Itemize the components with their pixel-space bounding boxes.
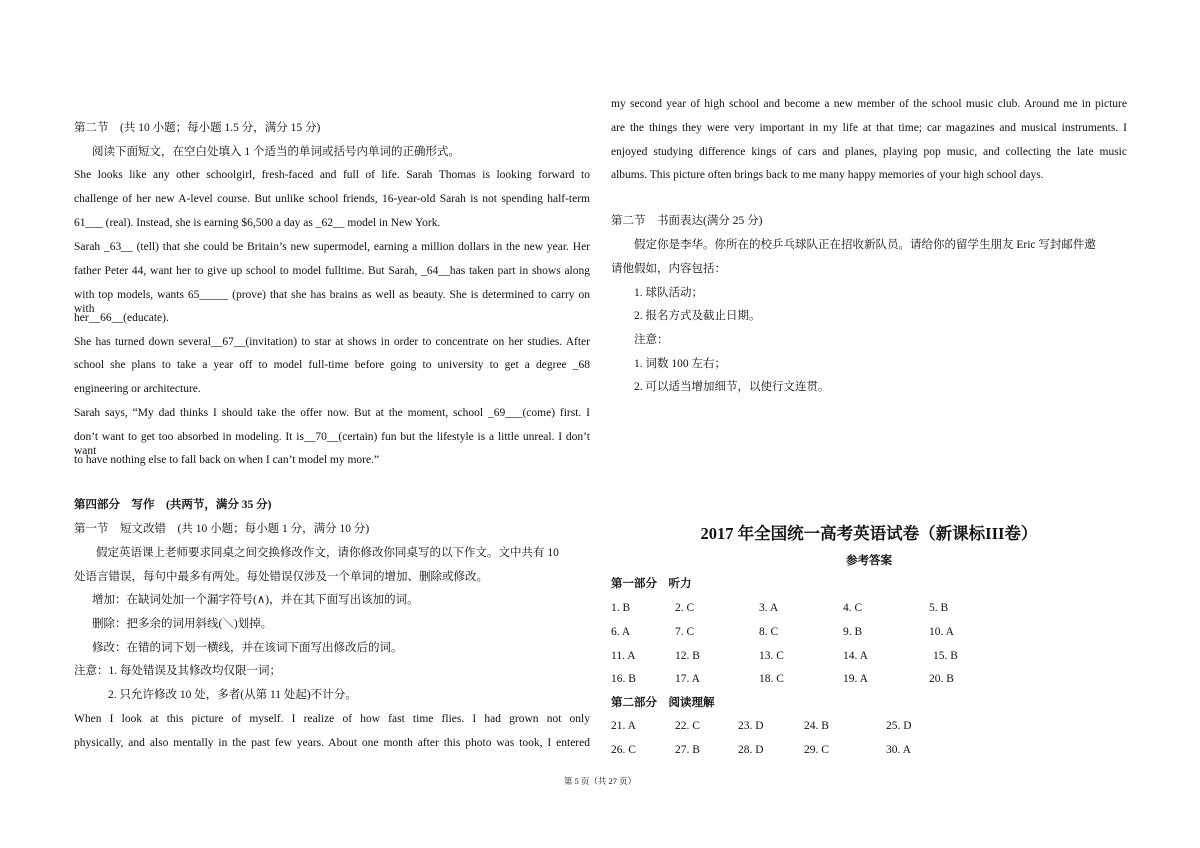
passage-line: She has turned down several__67__(invitation) to star at shows in order to concentrate on her studies. After [74,336,590,348]
answer-item: 12. B [675,650,700,662]
writing-task-line: 1. 球队活动； [634,287,703,299]
part1-label: 第一部分 听力 [611,578,692,590]
part4-intro-line: 假定英语课上老师要求同桌之间交换修改作文，请你修改你同桌写的以下作文。文中共有 10 [96,547,559,559]
answer-item: 9. B [843,626,863,638]
answer-item: 19. A [843,673,868,685]
instruction-text: 阅读下面短文，在空白处填入 1 个适当的单词或括号内单词的正确形式。 [92,146,460,158]
writing-task-line: 请他假如，内容包括： [611,263,726,275]
answer-item: 28. D [738,744,764,756]
answer-item: 6. A [611,626,631,638]
passage-line: engineering or architecture. [74,383,201,395]
essay-line: When I look at this picture of myself. I realize of how fast time flies. I had grown not only [74,713,590,725]
answer-item: 2. C [675,602,695,614]
part4-intro-line: 处语言错误，每句中最多有两处。每处错误仅涉及一个单词的增加、删除或修改。 [74,571,488,583]
part4-intro-line: 修改：在错的词下划一横线，并在该词下面写出修改后的词。 [92,642,403,654]
writing-task-line: 假定你是李华。你所在的校乒乓球队正在招收新队员。请给你的留学生朋友 Eric 写封邮件邀 [634,239,1096,251]
writing-task-line: 2. 可以适当增加细节，以使行文连贯。 [634,381,830,393]
answer-item: 10. A [929,626,954,638]
passage-line: Sarah says, “My dad thinks I should take the offer now. But at the moment, school _69___(come) first. I [74,407,590,419]
answer-item: 24. B [804,720,829,732]
answer-item: 8. C [759,626,779,638]
essay-line: enjoyed studying difference kings of cars and planes, playing pop music, and collecting the late music [611,146,1127,158]
answer-item: 20. B [929,673,954,685]
writing-task-line: 2. 报名方式及截止日期。 [634,310,761,322]
passage-line: challenge of her new A-level course. But unlike school friends, 16-year-old Sarah is not spending half-term [74,193,590,205]
passage-line: 61___ (real). Instead, she is earning $6,500 a day as _62__ model in New York. [74,217,441,229]
answer-item: 1. B [611,602,631,614]
part4-intro-line: 2. 只允许修改 10 处，多者(从第 11 处起)不计分。 [108,689,357,701]
answer-key-title: 2017 年全国统一高考英语试卷（新课标III卷） [700,524,1038,543]
passage-line: her__66__(educate). [74,312,169,324]
answer-item: 17. A [675,673,700,685]
answer-item: 23. D [738,720,764,732]
passage-line: father Peter 44, want her to give up school to model fulltime. But Sarah, _64__has taken part in shows along [74,265,590,277]
answer-item: 7. C [675,626,695,638]
essay-line: albums. This picture often brings back to me many happy memories of your high school days. [611,169,1044,181]
part4-intro-line: 增加：在缺词处加一个漏字符号(∧)，并在其下面写出该加的词。 [92,594,419,606]
section2-writing-heading: 第二节 书面表达(满分 25 分) [611,215,763,227]
answer-item: 14. A [843,650,868,662]
answer-key-subtitle: 参考答案 [846,555,892,567]
answer-item: 11. A [611,650,636,662]
essay-line: my second year of high school and become a new member of the school music club. Around me in picture [611,98,1127,110]
answer-item: 25. D [886,720,912,732]
passage-line: Sarah _63__ (tell) that she could be Britain’s new supermodel, earning a million dollars in the new year. Her [74,241,590,253]
passage-line: to have nothing else to fall back on when I can’t model my more.” [74,454,380,466]
answer-item: 29. C [804,744,829,756]
passage-line: school she plans to take a year off to model full-time before going to university to get a degree _68 [74,359,590,371]
passage-line: with top models, wants 65_____ (prove) that she has brains as well as beauty. She is determined to carry on with [74,289,590,315]
passage-line: don’t want to get too absorbed in modeling. It is__70__(certain) fun but the lifestyle is a little unreal. I don’t want [74,431,590,457]
section2-heading: 第二节 (共 10 小题；每小题 1.5 分，满分 15 分) [74,122,321,134]
answer-item: 27. B [675,744,700,756]
answer-item: 5. B [929,602,949,614]
answer-item: 15. B [933,650,958,662]
part4-heading: 第四部分 写作 (共两节，满分 35 分) [74,499,272,511]
essay-line: physically, and also mentally in the past few years. About one month after this photo was took, I entered [74,737,590,749]
answer-item: 22. C [675,720,700,732]
page-number-footer: 第 5 页（共 27 页） [563,776,637,786]
answer-item: 16. B [611,673,636,685]
writing-task-line: 1. 词数 100 左右； [634,358,726,370]
answer-item: 13. C [759,650,784,662]
answer-item: 21. A [611,720,636,732]
passage-line: She looks like any other schoolgirl, fresh-faced and full of life. Sarah Thomas is looking forward to [74,169,590,181]
part4-intro-line: 注意：1. 每处错误及其修改均仅限一词； [74,665,281,677]
essay-line: are the things they were very important in my life at that time; car magazines and musical instruments. I [611,122,1127,134]
answer-item: 3. A [759,602,779,614]
part2-label: 第二部分 阅读理解 [611,697,715,709]
answer-item: 26. C [611,744,636,756]
part4-intro-line: 删除：把多余的词用斜线(＼)划掉。 [92,618,273,630]
writing-task-line: 注意： [634,334,669,346]
answer-item: 18. C [759,673,784,685]
part4-section1-heading: 第一节 短文改错 (共 10 小题；每小题 1 分，满分 10 分) [74,523,370,535]
answer-item: 30. A [886,744,911,756]
answer-item: 4. C [843,602,863,614]
